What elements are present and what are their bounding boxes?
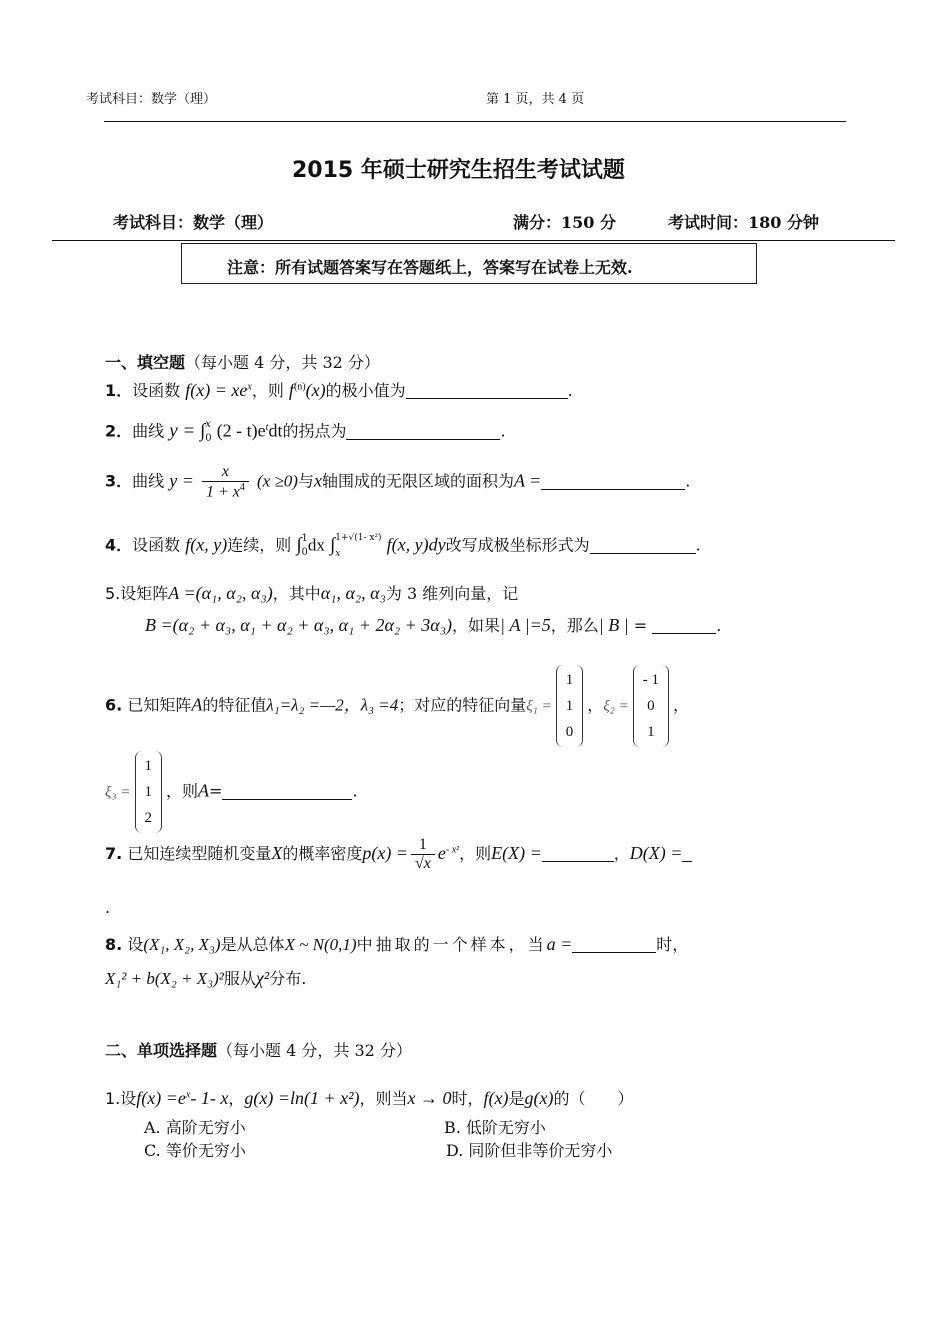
q-text: ；对应的特征向量 [398, 695, 527, 715]
math-limit: x [205, 419, 211, 430]
vector-entry: - 1 [642, 672, 660, 688]
math-expr: χ² [255, 968, 270, 988]
s1-question-6 [105, 665, 689, 747]
q-text: ，则当 [359, 1089, 408, 1108]
q-number: 8. [105, 935, 123, 954]
frac-numerator: 1 [411, 836, 435, 855]
math-expr: | A |=5 [500, 615, 551, 635]
math-expr: E(X) = [491, 843, 542, 863]
math-expr: (x ≥0) [256, 471, 298, 491]
q-number: 2． [105, 421, 133, 441]
eigenvector-xi3 [135, 751, 163, 833]
option-d: D. 同阶但非等价无穷小 [446, 1141, 613, 1160]
math-exp: t [265, 422, 269, 434]
math-expr: g(x) =ln(1 + x²) [244, 1088, 360, 1108]
q-text: ，则 [166, 781, 199, 801]
s1-question-6-line2 [105, 751, 358, 833]
q-text: 的拐点为 [282, 421, 347, 441]
math-expr: p(x) = [362, 843, 408, 863]
meta-divider [52, 240, 895, 241]
q-text: 是从总体 [220, 935, 285, 954]
math-limit: x [335, 549, 341, 559]
math-expr: ∫ [330, 534, 336, 556]
math-expr: ∫ [296, 534, 302, 556]
q-text: ， [673, 695, 690, 715]
math-expr: x [313, 470, 322, 491]
math-expr: f(x) [483, 1088, 509, 1108]
vector-entry: 1 [565, 672, 574, 688]
q-text: 与 [297, 471, 314, 491]
q-text: 是 [508, 1089, 525, 1108]
q-text: 改写成极坐标形式为 [445, 535, 590, 555]
s1-question-1 [105, 378, 573, 401]
frac-numerator: x [202, 463, 249, 482]
math-limit: 1+√(1- x²) [335, 533, 382, 543]
math-expr: B =(α₂ + α₃, α₁ + α₂ + α₃, α₁ + 2α₂ + 3α₃) [145, 615, 453, 635]
q-text: 设 [127, 935, 144, 954]
q-text: 设 [120, 1089, 137, 1108]
s1-question-3 [105, 463, 690, 501]
math-expr: α₁, α₂, α₃ [320, 583, 386, 603]
q-text: 服从 [223, 969, 256, 988]
section2-title: 二、单项选择题 [105, 1041, 218, 1060]
q-number: 3． [105, 471, 133, 491]
math-exp: - x² [445, 844, 460, 856]
q-text: ， [613, 844, 630, 863]
q-number: 7. [105, 844, 123, 863]
q-text: = [209, 781, 223, 801]
frac-denominator: 1 + x [205, 483, 240, 501]
math-expr: | B | [598, 615, 629, 635]
q-text: . [716, 616, 722, 635]
math-expr: ξ₂ = [603, 698, 629, 715]
q-text: ，其中 [272, 584, 321, 603]
answer-blank [346, 423, 500, 440]
option-a: A. 高阶无穷小 [144, 1118, 246, 1137]
s1-question-5-line2 [145, 613, 721, 636]
q-text: 已知矩阵 [127, 695, 192, 715]
section2-heading [105, 1038, 412, 1061]
math-expr: x → 0 [407, 1088, 452, 1108]
math-exp: x [185, 1089, 191, 1101]
s1-question-2 [105, 418, 506, 446]
s1-question-8 [105, 932, 688, 955]
q-text: ，如果 [452, 616, 501, 635]
math-expr: X [271, 843, 283, 863]
math-exp: (n) [293, 381, 306, 393]
answer-blank [682, 845, 692, 862]
q-text: 连续，则 [227, 535, 292, 555]
q-text: ， [587, 695, 604, 715]
section1-title: 一、填空题 [105, 353, 186, 372]
q-text: . [352, 781, 358, 801]
q-text: 已知连续型随机变量 [127, 844, 272, 863]
answer-blank [542, 845, 614, 862]
math-expr: (2 - t)e [216, 420, 266, 441]
q-text: 的特征值 [202, 695, 267, 715]
q-number: 1． [105, 381, 133, 400]
answer-blank [652, 617, 716, 634]
exam-score: 满分：150 分 [513, 213, 616, 232]
q-text: 的（ ） [553, 1089, 634, 1108]
q-text: ，则 [251, 381, 284, 400]
vector-entry: 1 [647, 724, 655, 740]
q-text: 时， [656, 935, 689, 954]
math-exp: x [247, 381, 252, 393]
q-text: 分布. [269, 969, 307, 988]
vector-entry: 1 [565, 698, 574, 714]
math-expr: A = [513, 470, 542, 491]
vector-entry: 1 [144, 758, 153, 774]
math-expr: (x) [305, 380, 326, 400]
header-divider [104, 121, 846, 122]
math-expr: λ₁=λ₂ =—2， [266, 695, 361, 715]
option-b: B. 低阶无穷小 [444, 1118, 546, 1137]
vector-entry: 1 [144, 784, 153, 800]
answer-blank [590, 537, 696, 554]
q-number: 4． [105, 535, 133, 555]
q-text: ，那么 [550, 616, 599, 635]
answer-blank [541, 473, 685, 490]
math-expr: ξ₁ = [526, 698, 552, 715]
math-expr: g(x) [524, 1088, 554, 1108]
vector-entry: 0 [565, 724, 574, 740]
math-expr: (X₁, X₂, X₃) [143, 935, 221, 954]
vector-entry: 2 [144, 810, 153, 826]
option-c: C. 等价无穷小 [144, 1141, 246, 1160]
math-expr: f(x, y)dy [386, 534, 446, 555]
exam-subject: 考试科目：数学（理） [113, 213, 274, 232]
s1-question-8-line2 [105, 966, 306, 989]
s1-question-4 [105, 530, 701, 562]
s1-question-7 [105, 836, 692, 873]
q-number: 6. [105, 695, 123, 715]
math-expr: y = [169, 470, 194, 491]
q-text: 曲线 [132, 471, 165, 491]
math-exp: 4 [239, 482, 245, 493]
math-limit: 0 [301, 547, 308, 558]
q-text: . [695, 535, 701, 555]
q-text: . [685, 471, 691, 491]
s1-question-5 [105, 581, 518, 604]
q-text: 设矩阵 [120, 584, 169, 603]
math-expr: - 1- x [190, 1088, 229, 1108]
exam-title: 2015 年硕士研究生招生考试试题 [292, 158, 625, 183]
answer-blank [406, 382, 568, 399]
header-subject: 考试科目：数学（理） [86, 92, 217, 107]
q-text: 设函数 [132, 535, 181, 555]
math-expr: e [437, 843, 446, 863]
eigenvector-xi2 [633, 665, 669, 747]
q-text: 为 3 维列向量，记 [385, 584, 519, 603]
q-number: 1. [105, 1089, 121, 1108]
q-text: 的极小值为 [325, 381, 406, 400]
q-text: 设函数 [132, 381, 181, 400]
math-expr: A [191, 694, 203, 715]
math-expr: ξ₃ = [105, 784, 131, 801]
s2-question-1 [105, 1086, 634, 1109]
math-expr: f(x, y) [185, 534, 228, 555]
q-text: . [500, 421, 506, 441]
vector-entry: 0 [647, 698, 655, 714]
q-text: = [633, 616, 648, 635]
eigenvector-xi1 [556, 665, 584, 747]
s1-question-7-end: . [105, 898, 111, 917]
q-text: 轴围成的无限区域的面积为 [321, 471, 514, 491]
q-text: 时， [451, 1089, 484, 1108]
math-expr: A =(α₁, α₂, α₃) [168, 583, 273, 603]
q-text: 曲线 [132, 421, 165, 441]
math-expr: f(x) =e [136, 1088, 186, 1108]
section1-note: （每小题 4 分，共 32 分） [185, 353, 380, 372]
q-text: 中抽取的一个样本，当 [356, 935, 547, 954]
answer-blank [222, 783, 352, 800]
math-expr: D(X) = [629, 843, 683, 863]
math-expr: y = ∫ [169, 420, 206, 442]
math-expr: a = [546, 934, 573, 954]
q-text: ， [228, 1089, 245, 1108]
answer-blank [572, 936, 656, 953]
math-limit: 1 [301, 533, 308, 544]
math-expr: f(x) = xe [185, 380, 248, 400]
q-number: 5. [105, 584, 121, 603]
q-text: . [567, 381, 573, 400]
math-expr: dt [268, 420, 283, 441]
exam-time: 考试时间：180 分钟 [668, 213, 819, 232]
notice-text: 注意：所有试题答案写在答题纸上，答案写在试卷上无效. [227, 258, 633, 277]
q-text: ，则 [459, 844, 492, 863]
math-expr: X ~ N(0,1) [284, 935, 357, 954]
math-limit: 0 [205, 433, 212, 444]
section1-heading [105, 350, 380, 373]
math-fraction [202, 463, 249, 501]
q-text: 的概率密度 [282, 844, 363, 863]
math-expr: dx [307, 535, 325, 555]
math-expr: A [198, 780, 210, 801]
math-expr: λ₃ =4 [360, 695, 399, 715]
math-expr: f [288, 380, 294, 400]
math-fraction [411, 836, 435, 873]
section2-note: （每小题 4 分，共 32 分） [217, 1041, 412, 1060]
frac-denominator: √x [414, 855, 431, 872]
math-expr: X₁² + b(X₂ + X₃)² [105, 969, 224, 988]
header-page-number: 第 1 页，共 4 页 [486, 92, 585, 107]
